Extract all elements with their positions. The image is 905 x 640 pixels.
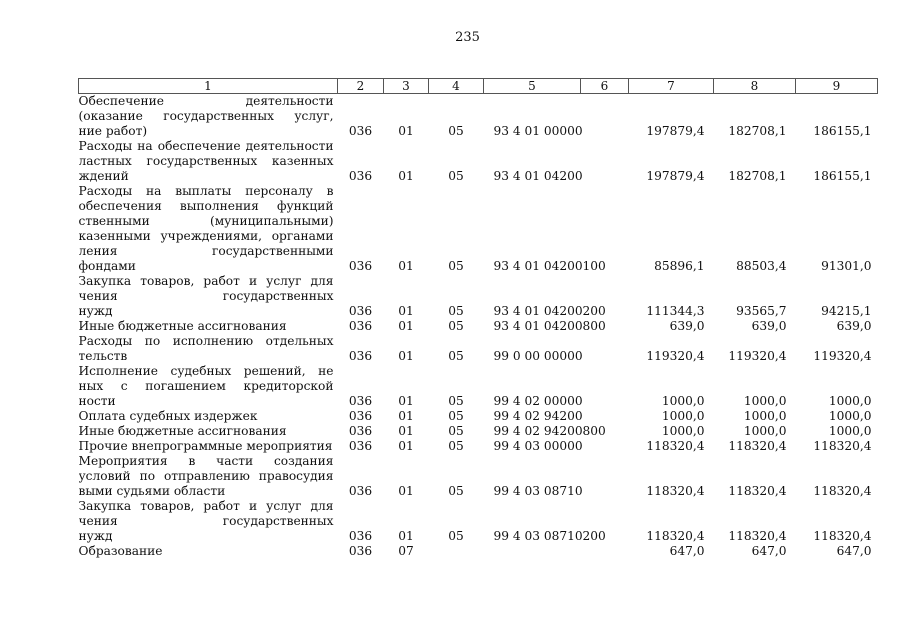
table-row: [79, 334, 878, 364]
target-article-code: 99 4 02 94200: [493, 424, 583, 438]
subsection-code: [429, 544, 484, 559]
row-description: [79, 274, 338, 319]
description-line: Иные бюджетные ассигнования: [78, 319, 287, 333]
subsection-code: 05: [448, 394, 464, 408]
amount-col7: 1000,0: [661, 409, 705, 423]
description-line: Закупка товаров, работ и услуг для: [78, 274, 334, 288]
column-header-8: 8: [714, 79, 796, 94]
amount-col8: 639,0: [751, 319, 787, 333]
section-code: 07: [398, 544, 414, 558]
amount-col9: 118320,4: [813, 484, 872, 498]
expense-type-code: [581, 364, 629, 409]
description-line: Расходы по исполнению отдельных: [78, 334, 334, 348]
target-article-code: 99 4 03 08710: [493, 529, 583, 543]
amount-col9: 647,0: [836, 544, 872, 558]
subsection-code: 05: [448, 424, 464, 438]
table-row: [79, 439, 878, 454]
subsection-code: 05: [448, 169, 464, 183]
expense-type-code: 200: [582, 304, 606, 318]
amount-col9: 639,0: [836, 319, 872, 333]
row-description: [79, 94, 338, 140]
admin-code: 036: [348, 409, 373, 423]
admin-code: 036: [348, 544, 373, 558]
expense-type-code: [581, 454, 629, 499]
section-code: 01: [398, 424, 414, 438]
expense-type-code: [581, 409, 629, 424]
description-line: ных с погашением кредиторской: [78, 379, 334, 393]
table-row: [79, 184, 878, 274]
description-line: ластных государственных казенных: [78, 154, 334, 168]
subsection-code: 05: [448, 349, 464, 363]
description-line: Иные бюджетные ассигнования: [78, 424, 287, 438]
amount-col7: 639,0: [669, 319, 705, 333]
table-row: [79, 409, 878, 424]
target-article-code: 99 0 00 00000: [493, 349, 583, 363]
amount-col8: 1000,0: [743, 394, 787, 408]
column-header-9: 9: [796, 79, 878, 94]
expense-type-code: 100: [582, 259, 606, 273]
table-row: [79, 274, 878, 319]
amount-col7: 197879,4: [646, 124, 705, 138]
description-line: ственными (муниципальными): [78, 214, 334, 228]
description-line: ления государственными: [78, 244, 334, 258]
amount-col9: 1000,0: [828, 394, 872, 408]
table-row: [79, 139, 878, 184]
table-row: [79, 94, 878, 140]
description-line: Образование: [78, 544, 163, 558]
description-line: нужд: [78, 529, 113, 543]
subsection-code: 05: [448, 439, 464, 453]
column-header-7: 7: [629, 79, 714, 94]
amount-col7: 1000,0: [661, 424, 705, 438]
row-description: [79, 364, 338, 409]
section-code: 01: [398, 124, 414, 138]
row-description: [79, 334, 338, 364]
subsection-code: 05: [448, 409, 464, 423]
amount-col8: 182708,1: [728, 124, 787, 138]
table-row: [79, 454, 878, 499]
description-line: выми судьями области: [78, 484, 226, 498]
description-line: тельств: [78, 349, 128, 363]
amount-col9: 1000,0: [828, 424, 872, 438]
amount-col7: 85896,1: [654, 259, 705, 273]
expense-type-code: 800: [582, 424, 606, 438]
section-code: 01: [398, 439, 414, 453]
admin-code: 036: [348, 394, 373, 408]
row-description: [79, 184, 338, 274]
description-line: Закупка товаров, работ и услуг для: [78, 499, 334, 513]
subsection-code: 05: [448, 319, 464, 333]
admin-code: 036: [348, 529, 373, 543]
admin-code: 036: [348, 349, 373, 363]
table-body: [79, 94, 878, 560]
column-header-5: 5: [484, 79, 581, 94]
target-article-code: [484, 544, 581, 559]
admin-code: 036: [348, 169, 373, 183]
description-line: нужд: [78, 304, 113, 318]
row-description: [79, 319, 338, 334]
description-line: Расходы на обеспечение деятельности: [78, 139, 334, 153]
amount-col7: 118320,4: [646, 529, 705, 543]
description-line: ждений: [78, 169, 129, 183]
target-article-code: 99 4 03 08710: [493, 484, 583, 498]
table-row: [79, 424, 878, 439]
expense-type-code: 800: [582, 319, 606, 333]
amount-col7: 647,0: [669, 544, 705, 558]
description-line: условий по отправлению правосудия: [78, 469, 334, 483]
amount-col9: 118320,4: [813, 529, 872, 543]
section-code: 01: [398, 169, 414, 183]
column-header-4: 4: [429, 79, 484, 94]
target-article-code: 93 4 01 04200: [493, 259, 583, 273]
column-header-6: 6: [581, 79, 629, 94]
description-line: (оказание государственных услуг,: [78, 109, 334, 123]
admin-code: 036: [348, 124, 373, 138]
admin-code: 036: [348, 319, 373, 333]
amount-col8: 118320,4: [728, 529, 787, 543]
expense-type-code: 200: [582, 529, 606, 543]
expense-type-code: [581, 334, 629, 364]
admin-code: 036: [348, 439, 373, 453]
column-header-2: 2: [338, 79, 384, 94]
description-line: обеспечения выполнения функций: [78, 199, 334, 213]
table-row: [79, 544, 878, 559]
section-code: 01: [398, 259, 414, 273]
amount-col8: 118320,4: [728, 439, 787, 453]
description-line: Прочие внепрограммные мероприятия: [78, 439, 333, 453]
amount-col8: 118320,4: [728, 484, 787, 498]
target-article-code: 93 4 01 04200: [493, 319, 583, 333]
description-line: Исполнение судебных решений, не: [78, 364, 334, 378]
amount-col8: 88503,4: [736, 259, 787, 273]
expense-type-code: [581, 544, 629, 559]
target-article-code: 99 4 02 94200: [493, 409, 583, 423]
expense-type-code: [581, 439, 629, 454]
subsection-code: 05: [448, 484, 464, 498]
table-row: [79, 364, 878, 409]
description-line: Мероприятия в части создания: [78, 454, 334, 468]
section-code: 01: [398, 484, 414, 498]
description-line: фондами: [78, 259, 136, 273]
table-row: [79, 499, 878, 544]
description-line: Обеспечение деятельности: [78, 94, 334, 108]
subsection-code: 05: [448, 529, 464, 543]
subsection-code: 05: [448, 124, 464, 138]
amount-col9: 186155,1: [813, 169, 872, 183]
page-number: 235: [455, 30, 480, 45]
amount-col8: 1000,0: [743, 409, 787, 423]
amount-col7: 197879,4: [646, 169, 705, 183]
amount-col7: 119320,4: [646, 349, 705, 363]
amount-col8: 93565,7: [736, 304, 787, 318]
amount-col9: 118320,4: [813, 439, 872, 453]
row-description: [79, 424, 338, 439]
expense-type-code: [581, 94, 629, 140]
description-line: Расходы на выплаты персоналу в: [78, 184, 334, 198]
section-code: 01: [398, 304, 414, 318]
subsection-code: 05: [448, 259, 464, 273]
description-line: чения государственных: [78, 289, 334, 303]
row-description: [79, 499, 338, 544]
amount-col7: 118320,4: [646, 439, 705, 453]
row-description: [79, 409, 338, 424]
column-header-3: 3: [384, 79, 429, 94]
description-line: казенными учреждениями, органами: [78, 229, 334, 243]
expense-type-code: [581, 139, 629, 184]
amount-col8: 182708,1: [728, 169, 787, 183]
amount-col7: 1000,0: [661, 394, 705, 408]
admin-code: 036: [348, 259, 373, 273]
row-description: [79, 454, 338, 499]
amount-col8: 1000,0: [743, 424, 787, 438]
amount-col9: 119320,4: [813, 349, 872, 363]
row-description: [79, 139, 338, 184]
amount-col9: 186155,1: [813, 124, 872, 138]
target-article-code: 93 4 01 04200: [493, 304, 583, 318]
column-header-1: 1: [79, 79, 338, 94]
description-line: чения государственных: [78, 514, 334, 528]
section-code: 01: [398, 319, 414, 333]
amount-col9: 1000,0: [828, 409, 872, 423]
row-description: [79, 439, 338, 454]
section-code: 01: [398, 394, 414, 408]
table-row: [79, 319, 878, 334]
target-article-code: 93 4 01 04200: [493, 169, 583, 183]
description-line: Оплата судебных издержек: [78, 409, 258, 423]
description-line: ности: [78, 394, 116, 408]
amount-col8: 119320,4: [728, 349, 787, 363]
target-article-code: 99 4 03 00000: [493, 439, 583, 453]
subsection-code: 05: [448, 304, 464, 318]
target-article-code: 93 4 01 00000: [493, 124, 583, 138]
amount-col7: 111344,3: [646, 304, 705, 318]
section-code: 01: [398, 529, 414, 543]
amount-col9: 94215,1: [821, 304, 872, 318]
section-code: 01: [398, 349, 414, 363]
amount-col9: 91301,0: [821, 259, 872, 273]
row-description: [79, 544, 338, 559]
amount-col8: 647,0: [751, 544, 787, 558]
admin-code: 036: [348, 424, 373, 438]
target-article-code: 99 4 02 00000: [493, 394, 583, 408]
admin-code: 036: [348, 484, 373, 498]
section-code: 01: [398, 409, 414, 423]
admin-code: 036: [348, 304, 373, 318]
header-row: [79, 79, 878, 94]
description-line: ние работ): [78, 124, 148, 138]
amount-col7: 118320,4: [646, 484, 705, 498]
budget-table: [78, 78, 878, 559]
